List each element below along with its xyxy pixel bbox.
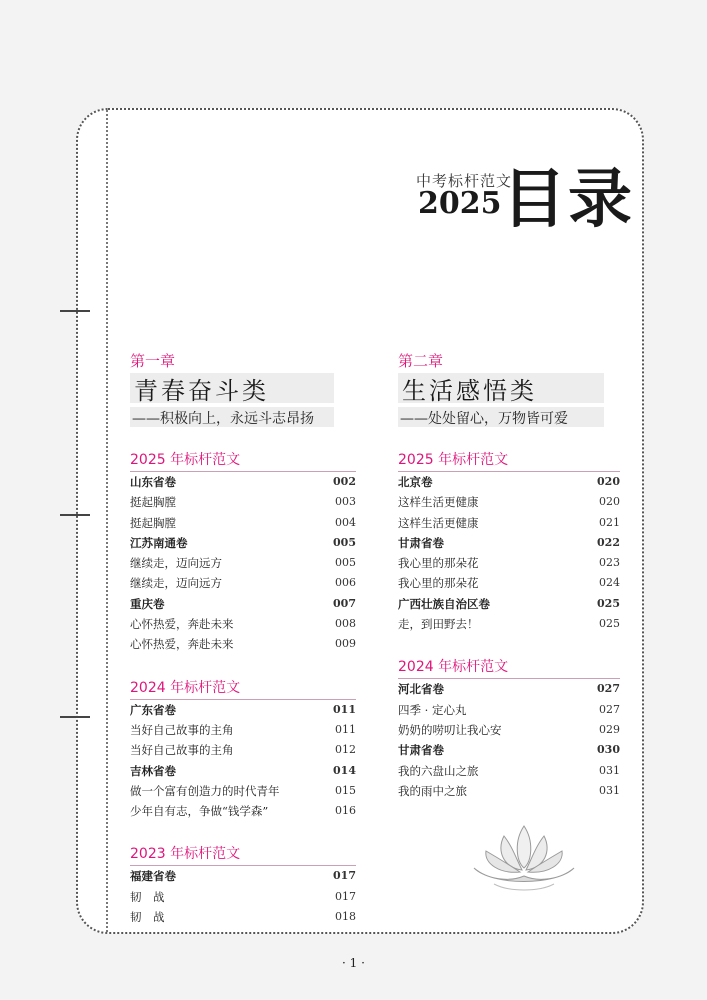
chapter-motto-box: [130, 407, 334, 427]
toc-page-number: 009: [335, 637, 356, 651]
toc-entry-title: 奶奶的唠叨让我心安: [398, 722, 502, 737]
toc-page-number: 018: [335, 910, 356, 924]
chapter-motto-box: [398, 407, 604, 427]
toc-page-number: 014: [333, 763, 356, 777]
page-title: 目录: [502, 162, 634, 237]
lotus-illustration: [464, 806, 584, 896]
toc-page-number: 017: [335, 889, 356, 903]
toc-page-number: 031: [599, 783, 620, 797]
toc-province-row[interactable]: [398, 472, 620, 492]
binding-tick: [60, 514, 90, 516]
chapter-motto: ——积极向上，永远斗志昂扬: [132, 411, 314, 427]
toc-page-number: 011: [333, 702, 356, 716]
toc-entry-row[interactable]: [130, 553, 356, 573]
toc-entry-row[interactable]: [130, 887, 356, 907]
chapter-motto: ——处处留心，万物皆可爱: [400, 411, 568, 427]
toc-entry-row[interactable]: [130, 781, 356, 801]
toc-entry-title: 挺起胸膛: [130, 515, 176, 530]
chapter-theme: 青春奋斗类: [134, 377, 269, 405]
binding-tick: [60, 310, 90, 312]
year-section-heading: 2024 年标杆范文: [130, 677, 356, 700]
toc-page-number: 030: [597, 743, 620, 757]
toc-entry-title: 山东省卷: [130, 475, 176, 489]
toc-groups: [398, 449, 630, 801]
toc-page-number: 029: [599, 722, 620, 736]
toc-page-number: 021: [599, 515, 620, 529]
toc-province-row[interactable]: [398, 533, 620, 553]
toc-page-number: 005: [333, 535, 356, 549]
year-section-heading: 2025 年标杆范文: [398, 449, 620, 472]
toc-entry-title: 广东省卷: [130, 702, 176, 717]
chapter-label: 第二章: [398, 352, 444, 370]
year-section-heading: 2025 年标杆范文: [130, 449, 356, 472]
toc-page-number: 020: [597, 475, 620, 488]
toc-province-row[interactable]: [398, 594, 620, 614]
toc-page-number: 002: [333, 475, 356, 488]
toc-entry-title: 我心里的那朵花: [398, 556, 479, 571]
toc-entry-title: 这样生活更健康: [398, 515, 479, 530]
toc-entry-row[interactable]: [398, 513, 620, 533]
toc-page-number: 025: [597, 596, 620, 610]
toc-entry-title: 我心里的那朵花: [398, 576, 479, 591]
toc-province-row[interactable]: [130, 866, 356, 886]
toc-entry-title: 韧 战: [130, 910, 165, 925]
toc-page-number: 015: [335, 783, 356, 797]
toc-entry-row[interactable]: [398, 614, 620, 634]
toc-entry-row[interactable]: [398, 573, 620, 593]
toc-entry-title: 江苏南通卷: [130, 535, 188, 550]
toc-entry-title: 我的六盘山之旅: [398, 763, 479, 778]
toc-entry-title: 吉林省卷: [130, 763, 176, 778]
year-section-heading: 2023 年标杆范文: [130, 843, 356, 866]
toc-entry-title: 当好自己故事的主角: [130, 722, 234, 737]
toc-entry-title: 我的雨中之旅: [398, 783, 467, 798]
toc-page-number: 007: [333, 596, 356, 610]
toc-page-number: 023: [599, 556, 620, 570]
toc-entry-title: 当好自己故事的主角: [130, 743, 234, 758]
toc-entry-row[interactable]: [130, 634, 356, 654]
toc-entry-title: 广西壮族自治区卷: [398, 596, 490, 611]
toc-page-number: 022: [597, 535, 620, 549]
toc-page-number: 003: [335, 495, 356, 509]
toc-entry-title: 走，到田野去！: [398, 617, 479, 632]
toc-entry-title: 少年自有志，争做“钱学森”: [130, 804, 269, 819]
toc-groups: [130, 449, 362, 927]
header-subtitle: 中考标杆范文: [416, 172, 513, 190]
binding-tick: [60, 716, 90, 718]
toc-page-number: 005: [335, 556, 356, 570]
toc-entry-row[interactable]: [398, 781, 620, 801]
toc-entry-title: 北京卷: [398, 475, 433, 489]
toc-column-right: [398, 350, 630, 801]
toc-entry-title: 心怀热爱，奔赴未来: [130, 637, 234, 652]
toc-entry-row[interactable]: [130, 573, 356, 593]
toc-entry-title: 这样生活更健康: [398, 495, 479, 510]
toc-page-number: 016: [335, 804, 356, 818]
toc-entry-title: 四季 · 定心丸: [398, 702, 467, 717]
toc-page-number: 008: [335, 617, 356, 631]
toc-page-number: 020: [599, 495, 620, 509]
toc-page-number: 031: [599, 763, 620, 777]
toc-entry-row[interactable]: [398, 553, 620, 573]
toc-page-number: 025: [599, 617, 620, 631]
toc-entry-row[interactable]: [130, 720, 356, 740]
toc-entry-title: 重庆卷: [130, 596, 165, 611]
toc-page-number: 027: [597, 682, 620, 696]
toc-page-number: 024: [599, 576, 620, 590]
toc-page-number: 006: [335, 576, 356, 590]
toc-page-number: 011: [335, 722, 356, 736]
toc-entry-title: 甘肃省卷: [398, 743, 444, 758]
toc-entry-row[interactable]: [130, 801, 356, 821]
year-section-heading: 2024 年标杆范文: [398, 656, 620, 679]
chapter-theme-box: [130, 373, 334, 403]
toc-entry-title: 福建省卷: [130, 869, 176, 884]
binding-spine: [106, 110, 108, 932]
toc-province-row[interactable]: [130, 533, 356, 553]
toc-province-row[interactable]: [130, 594, 356, 614]
toc-page-number: 017: [333, 869, 356, 883]
toc-province-row[interactable]: [398, 740, 620, 760]
toc-entry-row[interactable]: [398, 492, 620, 512]
toc-province-row[interactable]: [398, 679, 620, 699]
page-number: · 1 ·: [342, 956, 365, 970]
toc-page-number: 012: [335, 743, 356, 757]
toc-page-number: 027: [599, 702, 620, 716]
toc-entry-row[interactable]: [130, 513, 356, 533]
toc-entry-title: 继续走，迈向远方: [130, 556, 222, 571]
toc-column-left: [130, 350, 362, 927]
toc-entry-row[interactable]: [130, 740, 356, 760]
toc-entry-row[interactable]: [398, 700, 620, 720]
toc-entry-row[interactable]: [130, 614, 356, 634]
header-year: 2025: [418, 186, 502, 221]
toc-entry-title: 河北省卷: [398, 682, 444, 697]
chapter-theme-box: [398, 373, 604, 403]
toc-entry-title: 做一个富有创造力的时代青年: [130, 783, 280, 798]
toc-entry-title: 挺起胸膛: [130, 495, 176, 510]
toc-province-row[interactable]: [130, 472, 356, 492]
toc-entry-title: 韧 战: [130, 889, 165, 904]
chapter-label: 第一章: [130, 352, 176, 370]
toc-entry-row[interactable]: [398, 720, 620, 740]
toc-province-row[interactable]: [130, 700, 356, 720]
toc-entry-title: 心怀热爱，奔赴未来: [130, 617, 234, 632]
toc-entry-row[interactable]: [130, 492, 356, 512]
toc-page-number: 004: [335, 515, 356, 529]
toc-entry-title: 继续走，迈向远方: [130, 576, 222, 591]
toc-entry-row[interactable]: [398, 761, 620, 781]
toc-province-row[interactable]: [130, 761, 356, 781]
toc-entry-title: 甘肃省卷: [398, 535, 444, 550]
chapter-theme: 生活感悟类: [402, 377, 537, 405]
toc-entry-row[interactable]: [130, 907, 356, 927]
